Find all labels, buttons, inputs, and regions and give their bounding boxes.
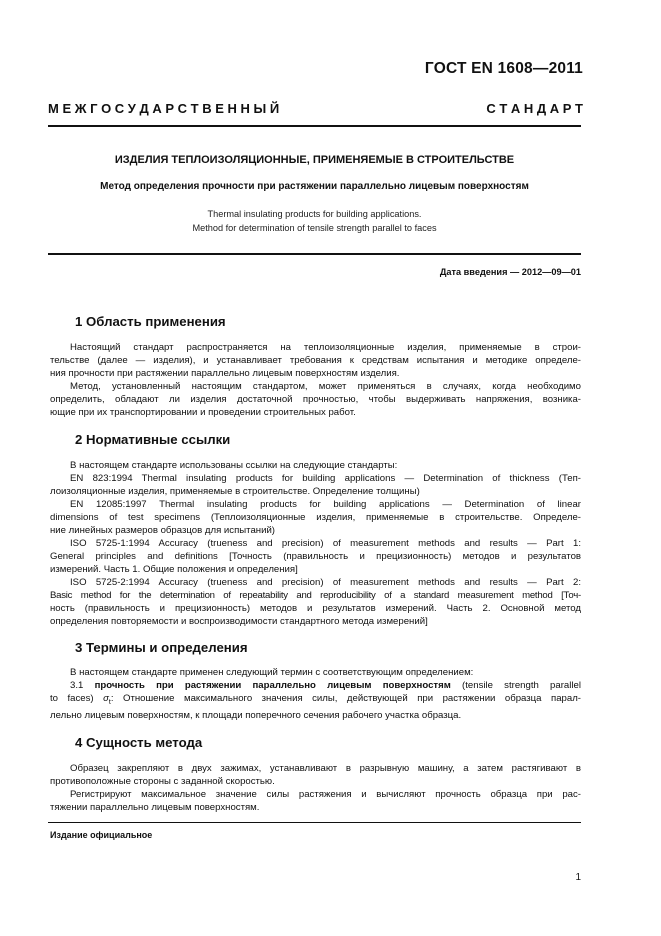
term-number: 3.1 (70, 680, 84, 691)
reference-line: ISO 5725-1:1994 Accuracy (trueness and precision) of measurement methods and results — Part 1: (70, 538, 581, 549)
reference-line: Basic method for the determination of repeatability and reproducibility of a standard measurement method [Точ- (50, 590, 581, 601)
paragraph-line: ющие при их транспортировании и проведении строительных работ. (50, 407, 356, 418)
effective-date: Дата введения — 2012—09—01 (439, 267, 581, 277)
page-number: 1 (575, 872, 581, 883)
reference-line: измерений. Часть 1. Общие положения и определения] (50, 564, 298, 575)
paragraph-line: В настоящем стандарте применен следующий термин с соответствующим определением: (70, 667, 474, 678)
footer-rule (48, 822, 581, 823)
paragraph-line: Регистрируют максимальное значение силы растяжения и вычисляют прочность образца при рас- (70, 789, 581, 800)
official-edition-label: Издание официальное (50, 830, 153, 840)
paragraph-line: Образец закрепляют в двух зажимах, устанавливают в разрывную машину, а затем растягивают в (70, 763, 581, 774)
section-1-heading: 1 Область применения (75, 314, 226, 329)
document-title: ИЗДЕЛИЯ ТЕПЛОИЗОЛЯЦИОННЫЕ, ПРИМЕНЯЕМЫЕ В СТРОИТЕЛЬСТВЕ (114, 154, 515, 166)
section-2-heading: 2 Нормативные ссылки (75, 432, 231, 447)
reference-line: ние линейных размеров образцов для испытаний) (50, 525, 276, 536)
term-definition-line: лельно лицевым поверхностям, к площади поперечного сечения рабочего участка образца. (50, 709, 462, 721)
sigma-symbol: $\sigma_t$ (103, 693, 111, 706)
section-1-body (50, 341, 581, 419)
banner-right-text: С Т А Н Д А Р Т (486, 101, 583, 116)
paragraph-line: тяжении параллельно лицевым поверхностям. (50, 802, 260, 813)
standard-number: ГОСТ EN 1608—2011 (424, 60, 583, 77)
paragraph-line: противоположные стороны с заданной скоростью. (50, 776, 275, 787)
paragraph-line: ния прочности при растяжении параллельно лицевым поверхностям изделия. (50, 368, 400, 379)
english-title-line-1: Thermal insulating products for building applications. (207, 209, 422, 219)
paragraph-line: Настоящий стандарт распространяется на теплоизоляционные изделия, применяемые в строи- (70, 342, 581, 353)
reference-line: EN 12085:1997 Thermal insulating products for building applications — Determination of linear (70, 499, 581, 510)
section-4-heading: 4 Сущность метода (75, 735, 203, 750)
paragraph-line: Метод, установленный настоящим стандартом, может применяться в случаях, когда необходимо (70, 381, 581, 392)
reference-line: General principles and definitions [Точность (правильность и прецизионность) методов и результатов (50, 551, 581, 562)
title-rule (48, 253, 581, 255)
term-english-end: to faces) (50, 693, 94, 704)
term-english: (tensile strength parallel (462, 680, 581, 691)
reference-line: dimensions of test specimens (Теплоизоляционные изделия, применяемые в строительстве. Определе- (50, 512, 581, 523)
banner-left-text: М Е Ж Г О С У Д А Р С Т В Е Н Н Ы Й (48, 101, 280, 116)
section-3-heading: 3 Термины и определения (75, 640, 248, 655)
reference-line: лоизоляционные изделия, применяемые в строительстве. Определение толщины) (50, 486, 420, 497)
english-title-line-2: Method for determination of tensile strength parallel to faces (192, 223, 437, 233)
interstate-standard-banner (48, 101, 583, 116)
term-name: прочность при растяжении параллельно лицевым поверхностям (94, 680, 451, 691)
term-definition-line (50, 692, 581, 709)
reference-line: определения повторяемости и воспроизводимости стандартного метода измерений] (50, 616, 428, 627)
reference-line: ISO 5725-2:1994 Accuracy (trueness and precision) of measurement methods and results — Part 2: (70, 577, 581, 588)
document-subtitle: Метод определения прочности при растяжении параллельно лицевым поверхностям (100, 181, 529, 192)
section-2-body (50, 459, 581, 628)
section-3-body (50, 666, 581, 722)
paragraph-line: В настоящем стандарте использованы ссылки на следующие стандарты: (70, 460, 398, 471)
definition-text: : Отношение максимального значения силы, действующей при растяжении образца парал- (110, 693, 581, 704)
reference-line: ность (правильность и прецизионность) методов и результатов измерений. Часть 2. Основной метод (50, 603, 581, 614)
section-4-body (50, 762, 581, 814)
reference-line: EN 823:1994 Thermal insulating products for building applications — Determination of thickness (Теп- (70, 473, 581, 484)
header-rule (48, 125, 581, 127)
paragraph-line: тельстве (далее — изделия), и устанавливает требования к средствам испытания и методике определе- (50, 355, 581, 366)
term-line (50, 679, 581, 692)
paragraph-line: определить, обладают ли изделия достаточной прочностью, чтобы выдерживать напряжения, возника- (50, 394, 581, 405)
